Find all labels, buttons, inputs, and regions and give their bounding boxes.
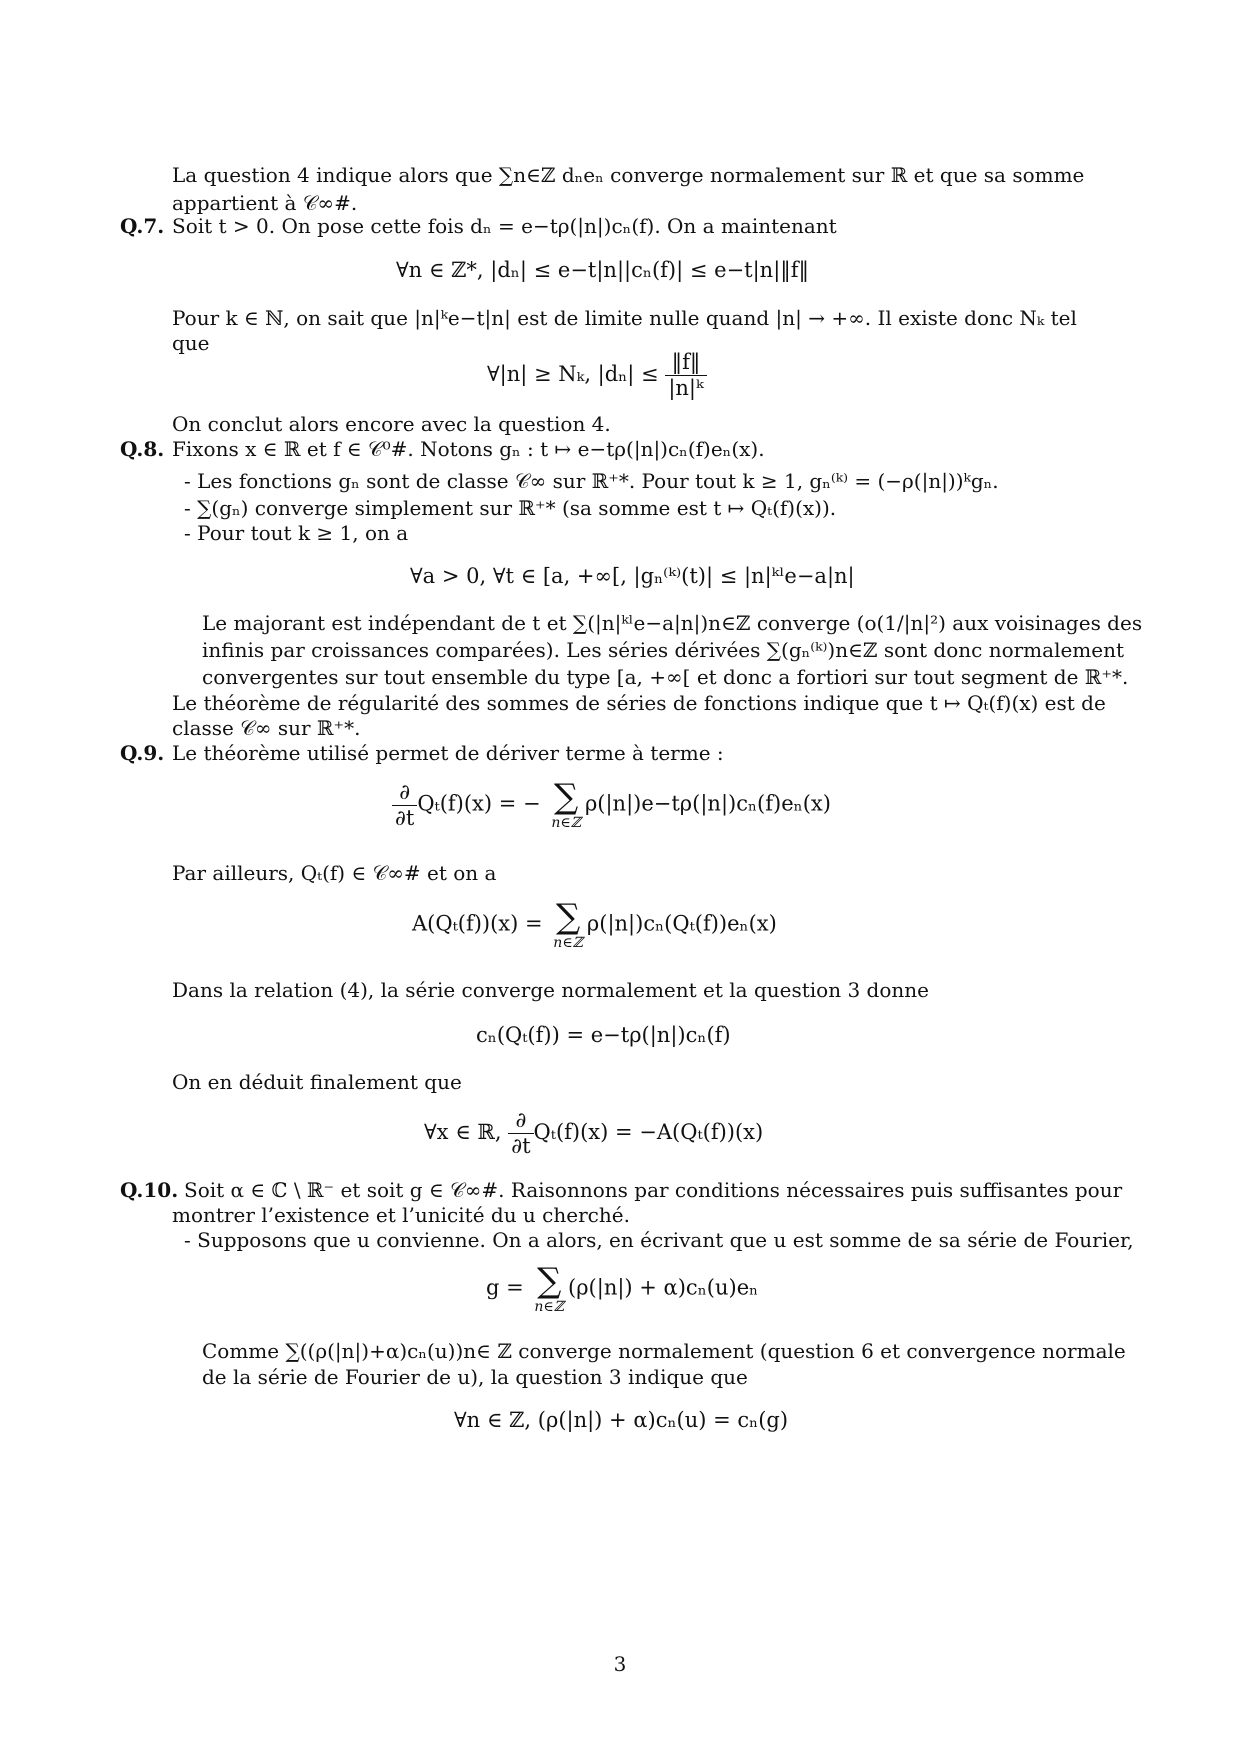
text-line: Dans la relation (4), la série converge normalement et la question 3 donne xyxy=(172,978,929,1002)
text-line: convergentes sur tout ensemble du type [a, +∞[ et donc a fortiori sur tout segment de ℝ⁺*. xyxy=(202,665,1129,689)
text-line: Pour k ∈ ℕ, on sait que |n|ᵏe−t|n| est de limite nulle quand |n| → +∞. Il existe donc Nₖ tel xyxy=(172,306,1077,330)
text-line: de la série de Fourier de u), la question 3 indique que xyxy=(202,1365,748,1389)
equation-q9-A xyxy=(412,897,777,951)
equation-part: ∀|n| ≥ Nₖ, |dₙ| ≤ xyxy=(487,362,659,386)
equation-q10-coefficient: ∀n ∈ ℤ, (ρ(|n|) + α)cₙ(u) = cₙ(g) xyxy=(454,1408,789,1432)
fraction xyxy=(508,1110,533,1157)
text-line: Le théorème utilisé permet de dériver terme à terme : xyxy=(172,741,724,765)
equation-part: Qₜ(f)(x) = −A(Qₜ(f))(x) xyxy=(533,1120,764,1144)
question-label: Q.10. xyxy=(120,1178,179,1202)
equation-part: Qₜ(f)(x) = − xyxy=(417,791,541,816)
text-line: Le majorant est indépendant de t et ∑(|n|ᵏˡe−a|n|)n∈ℤ converge (o(1/|n|²) aux voisinages des xyxy=(202,611,1143,635)
fraction-denominator: ∂t xyxy=(395,805,415,830)
fraction-denominator: ∂t xyxy=(511,1134,531,1158)
equation-q7-nk xyxy=(487,352,707,399)
text-line: Comme ∑((ρ(|n|)+α)cₙ(u))n∈ ℤ converge normalement (question 6 et convergence normale xyxy=(202,1339,1126,1363)
equation-q9-final xyxy=(424,1110,763,1157)
fraction xyxy=(392,779,417,830)
list-item: - Supposons que u convienne. On a alors, en écrivant que u est somme de sa série de Fourier, xyxy=(184,1228,1134,1252)
text-line: On conclut alors encore avec la question 4. xyxy=(172,412,611,436)
text-line: Soit α ∈ ℂ \ ℝ⁻ et soit g ∈ 𝒞∞#. Raisonnons par conditions nécessaires puis suffisantes pour xyxy=(184,1178,1123,1202)
list-item: - Pour tout k ≥ 1, on a xyxy=(184,521,409,545)
summation-index: n∈ℤ xyxy=(551,815,581,831)
text-line: appartient à 𝒞∞#. xyxy=(172,191,358,215)
text-line: que xyxy=(172,331,210,355)
text-line: infinis par croissances comparées). Les séries dérivées ∑(gₙ⁽ᵏ⁾)n∈ℤ sont donc normalement xyxy=(202,638,1125,662)
equation-part: A(Qₜ(f))(x) = xyxy=(412,911,543,936)
fraction-denominator: |n|ᵏ xyxy=(668,376,704,400)
equation-part: ∀x ∈ ℝ, xyxy=(424,1120,502,1144)
text-line: montrer l’existence et l’unicité du u cherché. xyxy=(172,1203,630,1227)
equation-part: ρ(|n|)cₙ(Qₜ(f))eₙ(x) xyxy=(586,911,777,936)
equation-part: (ρ(|n|) + α)cₙ(u)eₙ xyxy=(568,1275,759,1300)
fraction-numerator: ‖f‖ xyxy=(665,352,706,376)
text-line: On en déduit finalement que xyxy=(172,1070,462,1094)
list-item: - ∑(gₙ) converge simplement sur ℝ⁺* (sa somme est t ↦ Qₜ(f)(x)). xyxy=(184,496,837,520)
question-label: Q.7. xyxy=(120,214,165,238)
list-item: - Les fonctions gₙ sont de classe 𝒞∞ sur ℝ⁺*. Pour tout k ≥ 1, gₙ⁽ᵏ⁾ = (−ρ(|n|))ᵏgₙ. xyxy=(184,469,999,493)
fraction xyxy=(665,352,706,399)
summation-index: n∈ℤ xyxy=(553,935,583,951)
summation xyxy=(534,1261,565,1315)
equation-q9-coefficient: cₙ(Qₜ(f)) = e−tρ(|n|)cₙ(f) xyxy=(476,1023,731,1047)
text-line: classe 𝒞∞ sur ℝ⁺*. xyxy=(172,716,361,740)
equation-part: ρ(|n|)e−tρ(|n|)cₙ(f)eₙ(x) xyxy=(584,791,831,816)
text-line: Par ailleurs, Qₜ(f) ∈ 𝒞∞# et on a xyxy=(172,861,497,885)
fraction-numerator: ∂ xyxy=(392,782,417,806)
summation-index: n∈ℤ xyxy=(534,1299,565,1315)
summation xyxy=(551,777,581,831)
question-label: Q.9. xyxy=(120,741,165,765)
sigma-symbol: ∑ xyxy=(553,777,579,817)
text-line: Le théorème de régularité des sommes de séries de fonctions indique que t ↦ Qₜ(f)(x) est de xyxy=(172,691,1106,715)
equation-q10-g xyxy=(486,1261,759,1315)
text-line: Soit t > 0. On pose cette fois dₙ = e−tρ(|n|)cₙ(f). On a maintenant xyxy=(172,214,837,238)
equation-q9-derivative xyxy=(392,777,831,831)
question-label: Q.8. xyxy=(120,437,165,461)
sigma-symbol: ∑ xyxy=(555,897,581,937)
text-line: La question 4 indique alors que ∑n∈ℤ dₙeₙ converge normalement sur ℝ et que sa somme xyxy=(172,163,1085,187)
equation-part: g = xyxy=(486,1275,524,1300)
text-line: Fixons x ∈ ℝ et f ∈ 𝒞⁰#. Notons gₙ : t ↦ e−tρ(|n|)cₙ(f)eₙ(x). xyxy=(172,437,765,461)
equation-q8-bound: ∀a > 0, ∀t ∈ [a, +∞[, |gₙ⁽ᵏ⁾(t)| ≤ |n|ᵏˡe−a|n| xyxy=(410,564,855,588)
page-number: 3 xyxy=(613,1652,627,1676)
equation-q7-bound: ∀n ∈ ℤ*, |dₙ| ≤ e−t|n||cₙ(f)| ≤ e−t|n|‖f‖ xyxy=(396,258,810,282)
sigma-symbol: ∑ xyxy=(537,1261,562,1301)
summation xyxy=(553,897,583,951)
fraction-numerator: ∂ xyxy=(508,1110,533,1134)
